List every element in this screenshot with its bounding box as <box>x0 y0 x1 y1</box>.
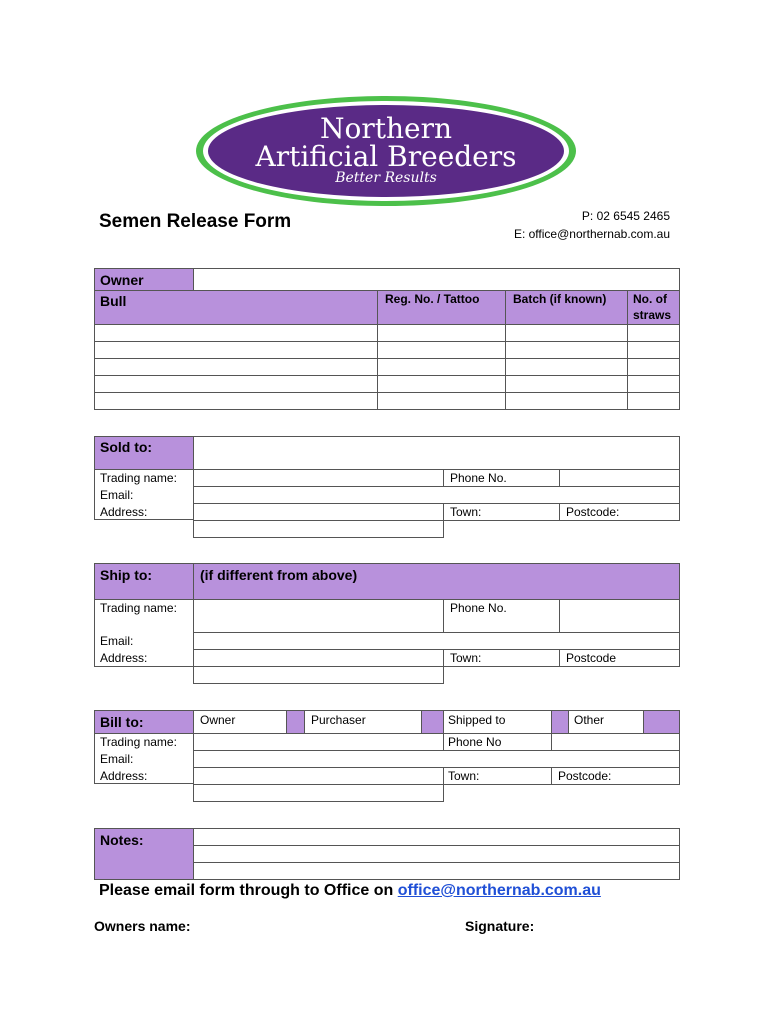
sold-to-phone-label: Phone No. <box>450 471 507 485</box>
bull-row-3-reg[interactable] <box>377 358 506 376</box>
ship-to-trading-label: Trading name: <box>100 601 177 615</box>
bull-row-4-name[interactable] <box>94 375 378 393</box>
notes-line-1[interactable] <box>193 828 680 846</box>
sold-to-name-input[interactable] <box>193 436 680 470</box>
bull-row-4-straws[interactable] <box>627 375 680 393</box>
bill-to-phone-label: Phone No <box>448 735 502 749</box>
reg-header: Reg. No. / Tattoo <box>385 292 480 306</box>
ship-to-email-input[interactable] <box>193 632 680 650</box>
bull-row-1-straws[interactable] <box>627 324 680 342</box>
logo-line-3: Better Results <box>335 170 437 186</box>
bill-to-trading-input[interactable] <box>193 733 444 751</box>
page-title: Semen Release Form <box>99 211 292 232</box>
bill-shipped-label: Shipped to <box>448 713 506 727</box>
ship-to-postcode-label: Postcode <box>566 651 617 665</box>
bull-row-3-batch[interactable] <box>505 358 628 376</box>
bill-purchaser-label: Purchaser <box>311 713 366 727</box>
bull-label: Bull <box>100 293 127 309</box>
bull-row-1-batch[interactable] <box>505 324 628 342</box>
bull-row-1-reg[interactable] <box>377 324 506 342</box>
contact-phone: P: 02 6545 2465 <box>581 209 670 223</box>
sold-to-town-label: Town: <box>450 505 482 519</box>
email-instruction-text: Please email form through to Office on <box>99 882 398 899</box>
ship-to-title-cell <box>94 563 680 600</box>
bull-row-3-straws[interactable] <box>627 358 680 376</box>
ship-to-town-label: Town: <box>450 651 482 665</box>
bull-row-5-straws[interactable] <box>627 392 680 410</box>
bill-owner-label: Owner <box>200 713 236 727</box>
logo-line-1: Northern <box>319 112 452 145</box>
bill-to-address-input[interactable] <box>193 767 444 785</box>
ship-to-phone-input[interactable] <box>559 599 680 633</box>
ship-to-address-line-2[interactable] <box>193 666 444 684</box>
bill-shipped-checkbox[interactable] <box>551 710 569 734</box>
office-email-link[interactable]: office@northernab.com.au <box>397 882 601 899</box>
ship-to-address-input[interactable] <box>193 649 444 667</box>
ship-to-title: Ship to: <box>100 567 153 583</box>
sold-to-title: Sold to: <box>100 439 153 455</box>
signature-label: Signature: <box>465 918 535 934</box>
bull-row-4-reg[interactable] <box>377 375 506 393</box>
bull-row-2-reg[interactable] <box>377 341 506 359</box>
bill-to-email-label: Email: <box>100 752 134 766</box>
sold-to-address-input[interactable] <box>193 503 444 521</box>
sold-to-postcode-label: Postcode: <box>566 505 620 519</box>
sold-to-trading-label: Trading name: <box>100 471 177 485</box>
bill-other-checkbox[interactable] <box>643 710 680 734</box>
bill-to-address-label: Address: <box>100 769 148 783</box>
bull-row-3-name[interactable] <box>94 358 378 376</box>
ship-to-address-label: Address: <box>100 651 148 665</box>
ship-to-phone-label: Phone No. <box>450 601 507 615</box>
bull-row-2-straws[interactable] <box>627 341 680 359</box>
ship-to-subtitle: (if different from above) <box>200 567 358 583</box>
bill-other-label: Other <box>574 713 605 727</box>
bill-to-town-label: Town: <box>448 769 480 783</box>
bull-row-4-batch[interactable] <box>505 375 628 393</box>
email-instruction <box>99 882 601 900</box>
bill-to-email-input[interactable] <box>193 750 680 768</box>
straws-header-2: straws <box>633 308 672 322</box>
logo <box>190 92 582 210</box>
bull-row-2-batch[interactable] <box>505 341 628 359</box>
bill-to-phone-input[interactable] <box>551 733 680 751</box>
straws-header-1: No. of <box>633 292 667 306</box>
notes-line-2[interactable] <box>193 845 680 863</box>
sold-to-email-input[interactable] <box>193 486 680 504</box>
notes-line-3[interactable] <box>193 862 680 880</box>
bill-owner-checkbox[interactable] <box>286 710 305 734</box>
sold-to-email-label: Email: <box>100 488 134 502</box>
ship-to-email-label: Email: <box>100 634 134 648</box>
owner-label: Owner <box>100 272 144 288</box>
sold-to-address-line-2[interactable] <box>193 520 444 538</box>
bull-row-1-name[interactable] <box>94 324 378 342</box>
bull-row-5-name[interactable] <box>94 392 378 410</box>
bill-to-address-line-2[interactable] <box>193 784 444 802</box>
bill-to-title: Bill to: <box>100 714 144 730</box>
bill-purchaser-checkbox[interactable] <box>421 710 444 734</box>
bill-to-trading-label: Trading name: <box>100 735 177 749</box>
bill-to-postcode-label: Postcode: <box>558 769 612 783</box>
notes-title: Notes: <box>100 832 144 848</box>
bull-label-cell <box>94 290 378 325</box>
bull-row-5-batch[interactable] <box>505 392 628 410</box>
bull-row-2-name[interactable] <box>94 341 378 359</box>
ship-to-trading-input[interactable] <box>193 599 444 633</box>
sold-to-trading-input[interactable] <box>193 469 444 487</box>
sold-to-address-label: Address: <box>100 505 148 519</box>
batch-header: Batch (if known) <box>513 292 607 306</box>
logo-line-2: Artificial Breeders <box>255 140 517 173</box>
owners-name-label: Owners name: <box>94 918 191 934</box>
sold-to-phone-input[interactable] <box>559 469 680 487</box>
owner-input[interactable] <box>193 268 680 291</box>
contact-email: E: office@northernab.com.au <box>513 227 670 241</box>
bull-row-5-reg[interactable] <box>377 392 506 410</box>
